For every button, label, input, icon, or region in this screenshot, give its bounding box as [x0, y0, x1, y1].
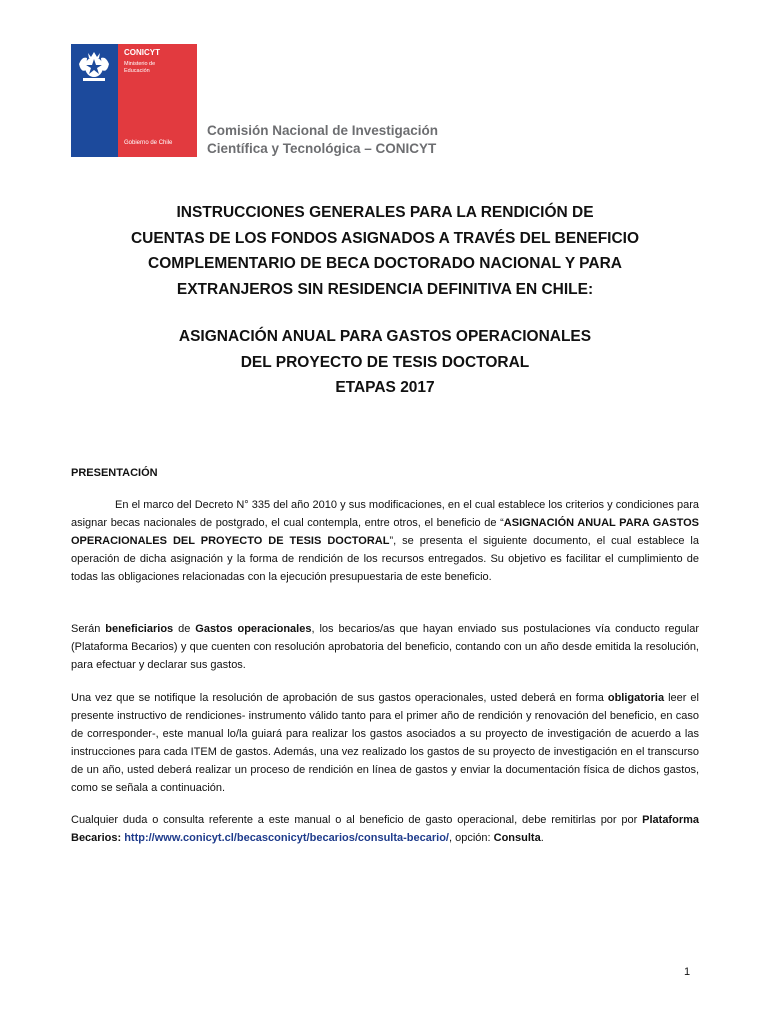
title-line1: INSTRUCCIONES GENERALES PARA LA RENDICIÓN DE: [176, 204, 594, 221]
logo-brand-name: CONICYT: [124, 48, 160, 57]
document-subtitle: [70, 324, 700, 401]
logo-blue-panel: [71, 44, 118, 157]
subtitle-line3: ETAPAS 2017: [335, 379, 435, 396]
paragraph-presentation: [71, 496, 699, 586]
paragraph4-text-d: .: [540, 832, 544, 844]
document-title: [70, 200, 700, 302]
paragraph3-text-a: Una vez que se notifique la resolución de aprobación de sus gastos operacionales, usted deberá en forma: [71, 692, 608, 704]
logo-government: Gobierno de Chile: [124, 140, 173, 146]
logo-ministry: [124, 61, 155, 75]
paragraph2-bold1: beneficiarios: [105, 623, 174, 635]
paragraph2-text-b: de: [173, 623, 196, 635]
paragraph4-bold2: Consulta: [493, 832, 541, 844]
page-number: 1: [684, 966, 691, 978]
organization-name-line1: Comisión Nacional de Investigación: [207, 123, 439, 138]
conicyt-logo: [71, 44, 197, 157]
paragraph3-text-b: leer el presente instructivo de rendiciones- instrumento válido tanto para el primer año de rendición y renovación del beneficio, en caso de corresponder-, este manual lo/la guiará para realizar los gastos asociados a su proyecto de investigación de acuerdo a las instrucciones para cada ITEM de gastos. Además, una vez realizado los gastos de su proyecto de investigación en el transcurso de un año, usted deberá realizar un proceso de rendición en línea de gastos y enviar la documentación física de dichos gastos, como se señala a continuación.: [71, 692, 699, 794]
consulta-becario-link[interactable]: http://www.conicyt.cl/becasconicyt/becarios/consulta-becario/: [124, 832, 449, 844]
paragraph2-bold2: Gastos operacionales: [195, 623, 312, 635]
paragraph4-bold1: Plataforma Becarios:: [71, 814, 699, 844]
logo-ministry-line2: Educación: [124, 68, 150, 74]
paragraph4-text-a: Cualquier duda o consulta referente a este manual o al beneficio de gasto operacional, debe remitirlas por por: [71, 814, 643, 826]
paragraph-beneficiaries: [71, 620, 699, 674]
paragraph-contact: [71, 811, 699, 847]
subtitle-line2: DEL PROYECTO DE TESIS DOCTORAL: [240, 353, 530, 371]
title-line4: EXTRANJEROS SIN RESIDENCIA DEFINITIVA EN CHILE:: [176, 280, 594, 298]
paragraph2-text-c: , los becarios/as que hayan enviado sus postulaciones vía conducto regular (Plataforma Becarios) y que cuenten con resolución aprobatoria del beneficio, contando con un año desde emitida la resolución, para efectuar y declarar sus gastos.: [71, 623, 699, 671]
paragraph1-bold: ASIGNACIÓN ANUAL PARA GASTOS OPERACIONALES DEL PROYECTO DE TESIS DOCTORAL: [71, 517, 699, 547]
paragraph3-bold: obligatoria: [607, 692, 665, 704]
chile-coat-of-arms-icon: [76, 50, 112, 82]
section-heading: PRESENTACIÓN: [71, 467, 158, 479]
paragraph-obligations: [71, 689, 699, 797]
subtitle-line1: ASIGNACIÓN ANUAL PARA GASTOS OPERACIONALES: [178, 328, 592, 345]
title-line2: CUENTAS DE LOS FONDOS ASIGNADOS A TRAVÉS DEL BENEFICIO: [130, 229, 640, 247]
paragraph1-text-b: ”, se presenta el siguiente documento, el cual establece la operación de dicha asignación y la forma de rendición de los recursos entregados. Su objetivo es facilitar el cumplimiento de todas las obligaciones relacionadas con la ejecución presupuestaria de este beneficio.: [71, 535, 699, 583]
paragraph1-text-a: En el marco del Decreto N° 335 del año 2010 y sus modificaciones, en el cual establece los criterios y condiciones para asignar becas nacionales de postgrado, el cual contempla, entre otros, el beneficio de “: [71, 499, 699, 529]
logo-ministry-line1: Ministerio de: [124, 61, 156, 67]
title-line3: COMPLEMENTARIO DE BECA DOCTORADO NACIONAL Y PARA: [148, 255, 622, 272]
organization-name: [207, 122, 438, 158]
paragraph2-text-a: Serán: [71, 623, 106, 635]
organization-name-line2: Científica y Tecnológica – CONICYT: [207, 141, 437, 156]
paragraph4-text-c: , opción:: [449, 832, 494, 844]
